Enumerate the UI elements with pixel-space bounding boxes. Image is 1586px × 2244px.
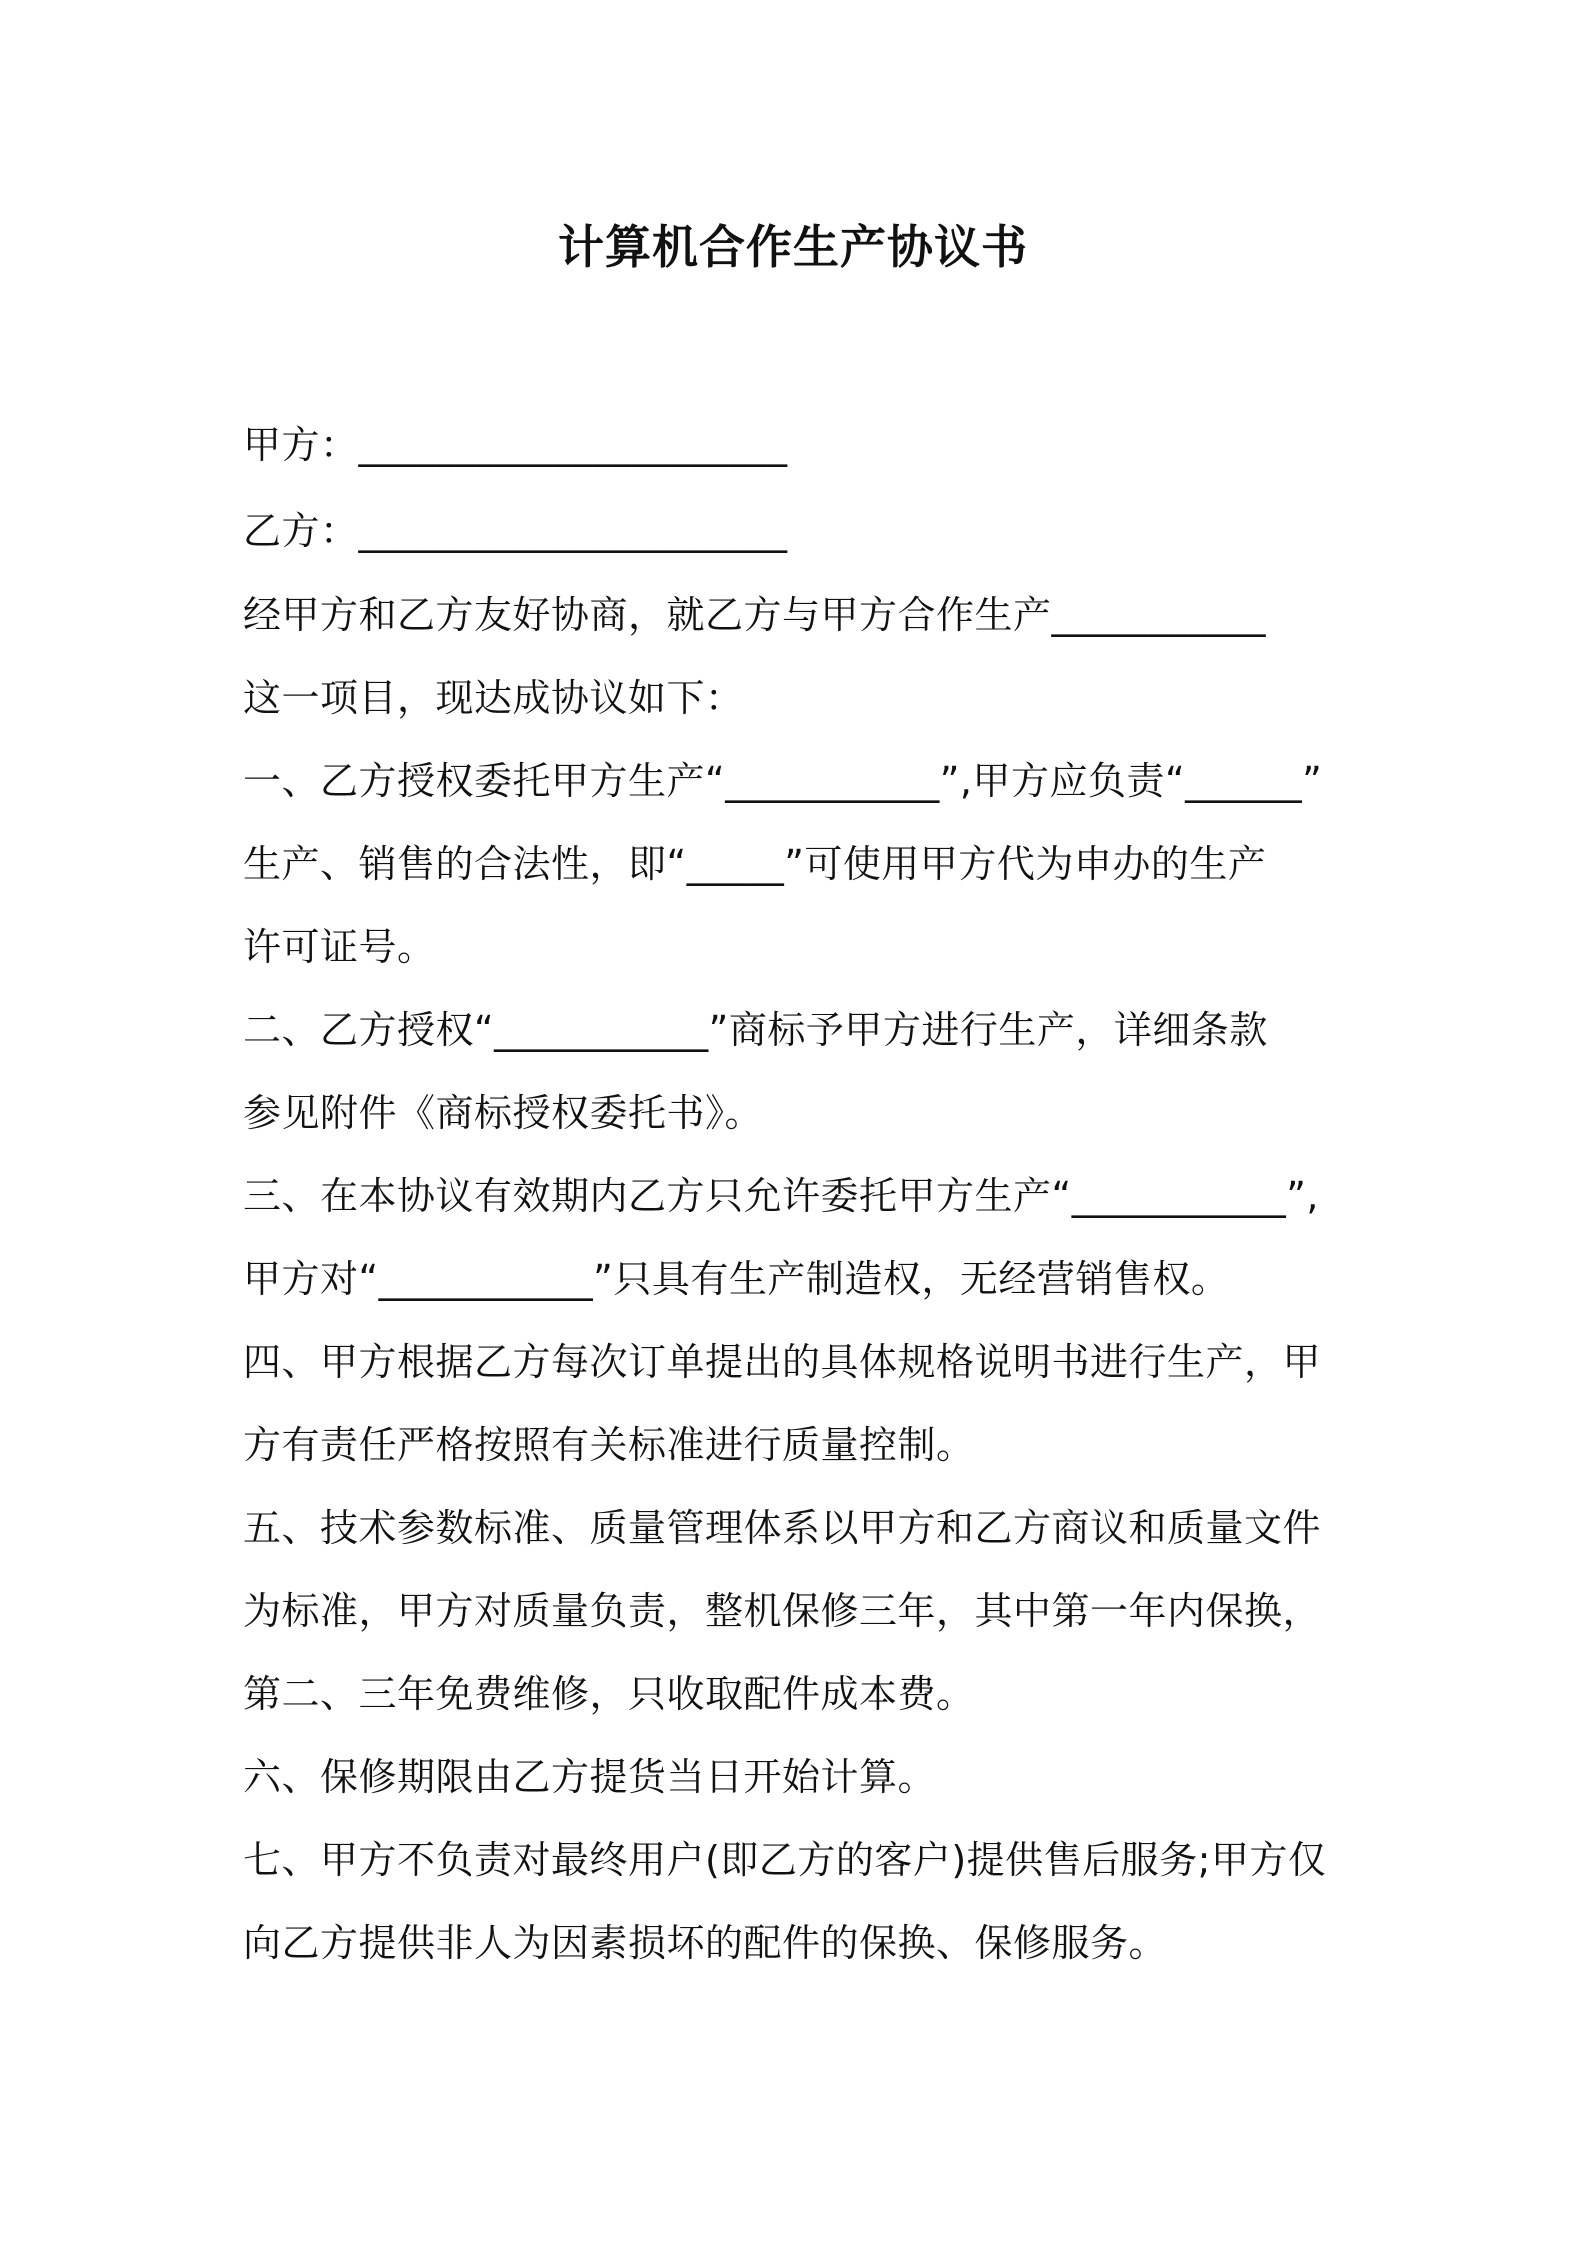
- clause-2-line: 参见附件《商标授权委托书》。: [243, 1091, 764, 1135]
- clause-5-line: 五、技术参数标准、质量管理体系以甲方和乙方商议和质量文件: [243, 1506, 1322, 1550]
- document-title: 计算机合作生产协议书: [558, 220, 1028, 274]
- clause-1-line: 一、乙方授权委托甲方生产“___________”,甲方应负责“______”: [243, 759, 1323, 803]
- clause-6-line: 六、保修期限由乙方提货当日开始计算。: [243, 1755, 937, 1799]
- clause-2-line: 二、乙方授权“___________”商标予甲方进行生产，详细条款: [243, 1008, 1268, 1052]
- preamble-line: 这一项目，现达成协议如下：: [243, 676, 744, 720]
- clause-3-line: 甲方对“___________”只具有生产制造权，无经营销售权。: [243, 1257, 1230, 1301]
- party-a-line: 甲方：______________________: [243, 423, 788, 467]
- clause-1-line: 许可证号。: [243, 925, 436, 969]
- preamble-line: 经甲方和乙方友好协商，就乙方与甲方合作生产___________: [243, 593, 1267, 637]
- clause-4-line: 四、甲方根据乙方每次订单提出的具体规格说明书进行生产，甲: [243, 1340, 1322, 1384]
- clause-4-line: 方有责任严格按照有关标准进行质量控制。: [243, 1423, 975, 1467]
- clause-3-line: 三、在本协议有效期内乙方只允许委托甲方生产“___________”,: [243, 1174, 1319, 1218]
- clause-5-line: 为标准，甲方对质量负责，整机保修三年，其中第一年内保换，: [243, 1589, 1322, 1633]
- clause-5-line: 第二、三年免费维修，只收取配件成本费。: [243, 1672, 975, 1716]
- clause-7-line: 向乙方提供非人为因素损坏的配件的保换、保修服务。: [243, 1921, 1168, 1965]
- clause-7-line: 七、甲方不负责对最终用户(即乙方的客户)提供售后服务;甲方仅: [243, 1838, 1327, 1882]
- party-b-line: 乙方：______________________: [243, 509, 788, 553]
- clause-1-line: 生产、销售的合法性，即“_____”可使用甲方代为申办的生产: [243, 842, 1267, 886]
- document-body: [243, 402, 1363, 1985]
